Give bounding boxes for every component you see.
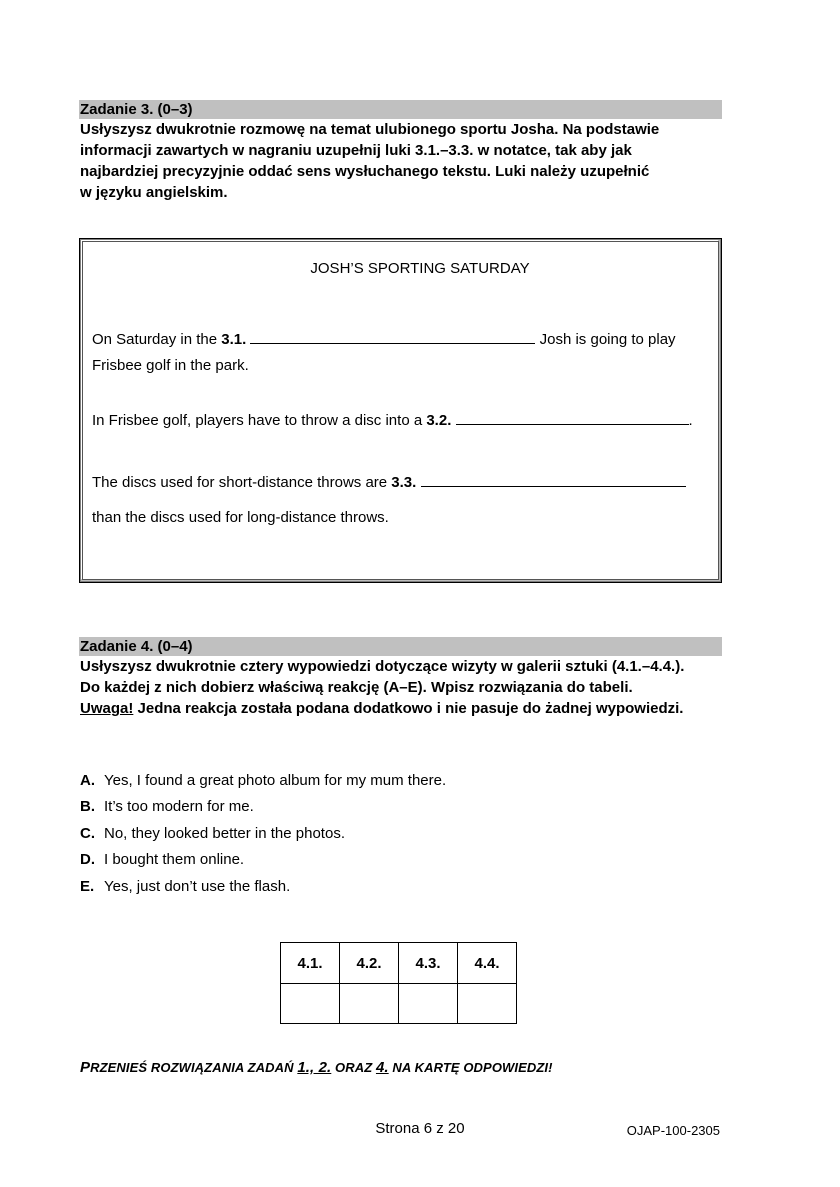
answer-cell-4-4[interactable] [458,984,517,1024]
warning-text: Jedna reakcja została podana dodatkowo i nie pasuje do żadnej wypowiedzi. [133,700,684,717]
gap-3-2-blank[interactable] [456,410,689,425]
transfer-text: ORAZ [331,1060,376,1075]
option-text: No, they looked better in the photos. [104,825,345,842]
option-text: I bought them online. [104,851,245,868]
sentence-3-1-continuation: Frisbee golf in the park. [92,357,249,374]
transfer-text: RZENIEŚ ROZWIĄZANIA ZADAŃ [90,1060,298,1075]
gap-number: 3.1. [221,331,247,348]
sentence-text: In Frisbee golf, players have to throw a disc into a [92,412,427,429]
transfer-task-numbers: 1., 2. [297,1059,332,1076]
instruction-line: w języku angielskim. [80,184,228,201]
transfer-text: NA KARTĘ ODPOWIEDZI! [388,1060,553,1075]
instruction-line: Usłyszysz dwukrotnie cztery wypowiedzi dotyczące wizyty w galerii sztuki (4.1.–4.4.). [80,658,685,675]
option-letter: B. [80,798,95,815]
option-letter: D. [80,851,95,868]
answer-table [280,942,517,1024]
sentence-3-1 [92,329,676,350]
option-b [80,797,254,817]
instruction-line: informacji zawartych w nagraniu uzupełnij luki 3.1.–3.3. w notatce, tak aby jak [80,142,632,159]
transfer-text: P [80,1059,91,1076]
sentence-text: The discs used for short-distance throws are [92,474,392,491]
option-text: Yes, just don’t use the flash. [104,878,291,895]
warning-label: Uwaga! [80,700,134,717]
option-text: Yes, I found a great photo album for my mum there. [104,772,447,789]
instruction-line: najbardziej precyzyjnie oddać sens wysłuchanego tekstu. Luki należy uzupełnić [80,163,650,180]
transfer-task-numbers: 4. [375,1059,389,1076]
gap-number: 3.3. [391,474,417,491]
transfer-instruction [80,1059,553,1076]
option-letter: C. [80,825,95,842]
task3-instructions [80,119,720,203]
exam-code: OJAP-100-2305 [626,1123,720,1138]
answer-table-header: 4.1. [281,943,340,984]
answer-cell-4-3[interactable] [399,984,458,1024]
gap-3-1-blank[interactable] [250,329,535,344]
sentence-3-3-continuation: than the discs used for long-distance throws. [92,509,389,526]
answer-table-header: 4.3. [399,943,458,984]
option-d [80,850,244,870]
answer-table-header: 4.2. [340,943,399,984]
sentence-text: . [688,412,693,429]
page-number: Strona 6 z 20 [375,1120,465,1137]
instruction-line [80,698,740,719]
sentence-3-2 [92,410,693,431]
sentence-text: On Saturday in the [92,331,222,348]
answer-cell-4-2[interactable] [340,984,399,1024]
answer-cell-4-1[interactable] [281,984,340,1024]
task4-header: Zadanie 4. (0–4) [79,637,722,656]
gap-3-3-blank[interactable] [421,472,686,487]
option-letter: A. [80,772,95,789]
option-text: It’s too modern for me. [104,798,254,815]
note-title: JOSH’S SPORTING SATURDAY [310,260,530,277]
gap-number: 3.2. [426,412,452,429]
option-letter: E. [80,878,95,895]
sentence-text: Josh is going to play [535,331,676,348]
instruction-line: Do każdej z nich dobierz właściwą reakcję (A–E). Wpisz rozwiązania do tabeli. [80,679,633,696]
option-a [80,771,446,791]
task4-instructions [80,656,740,719]
instruction-line: Usłyszysz dwukrotnie rozmowę na temat ulubionego sportu Josha. Na podstawie [80,121,660,138]
answer-table-header: 4.4. [458,943,517,984]
task3-header: Zadanie 3. (0–3) [79,100,722,119]
option-e [80,877,290,897]
option-c [80,824,345,844]
sentence-3-3 [92,472,686,493]
